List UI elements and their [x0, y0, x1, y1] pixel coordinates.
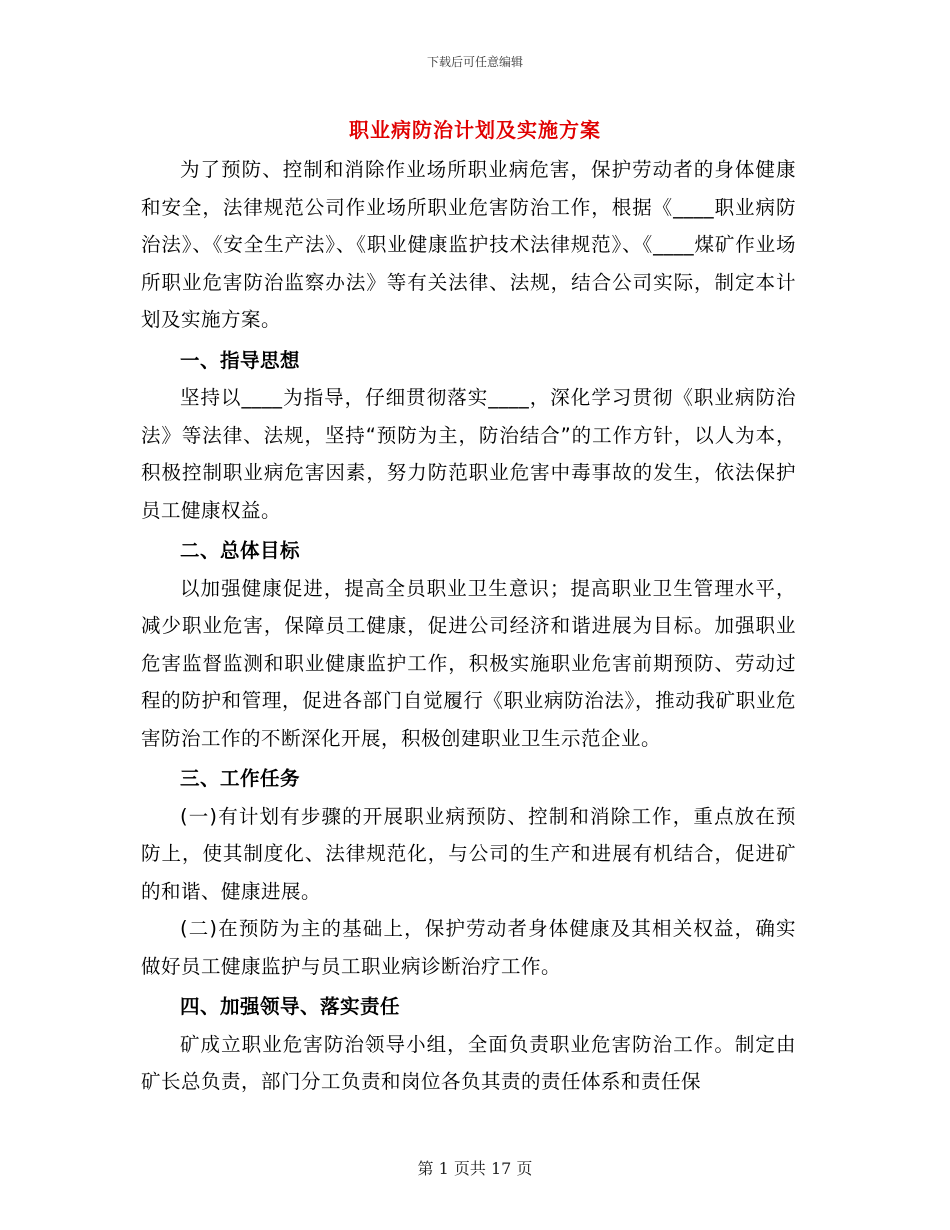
section-heading-leadership: 四、加强领导、落实责任: [180, 995, 401, 1018]
section-paragraph: (二)在预防为主的基础上，保护劳动者身体健康及其相关权益，确实做好员工健康监护与员工职业病诊断治疗工作。: [141, 917, 796, 978]
section-heading-work-tasks: 三、工作任务: [180, 767, 301, 790]
section-paragraph: 以加强健康促进，提高全员职业卫生意识；提高职业卫生管理水平，减少职业危害，保障员工健康，促进公司经济和谐进展为目标。加强职业危害监督监测和职业健康监护工作，积极实施职业危害前期预防、劳动过程的防护和管理，促进各部门自觉履行《职业病防治法》，推动我矿职业危害防治工作的不断深化开展，积极创建职业卫生示范企业。: [141, 576, 796, 750]
document-body: [141, 151, 796, 1101]
section-paragraph: 坚持以____为指导，仔细贯彻落实____，深化学习贯彻《职业病防治法》等法律、法规，坚持“预防为主，防治结合”的工作方针，以人为本，积极控制职业病危害因素，努力防范职业危害中毒事故的发生，依法保护员工健康权益。: [141, 386, 796, 522]
section-heading-guiding-ideology: 一、指导思想: [180, 348, 301, 372]
section-paragraph: 矿成立职业危害防治领导小组，全面负责职业危害防治工作。制定由矿长总负责，部门分工负责和岗位各负其责的责任体系和责任保: [141, 1032, 796, 1093]
page-number-footer: 第 1 页共 17 页: [417, 1159, 533, 1178]
document-title: 职业病防治计划及实施方案: [349, 118, 601, 142]
section-paragraph: (一)有计划有步骤的开展职业病预防、控制和消除工作，重点放在预防上，使其制度化、法律规范化，与公司的生产和进展有机结合，促进矿的和谐、健康进展。: [141, 804, 796, 903]
intro-paragraph: 为了预防、控制和消除作业场所职业病危害，保护劳动者的身体健康和安全，法律规范公司作业场所职业危害防治工作，根据《____职业病防治法》、《安全生产法》、《职业健康监护技术法律规范》、《____煤矿作业场所职业危害防治监察办法》等有关法律、法规，结合公司实际，制定本计划及实施方案。: [141, 158, 796, 331]
page-header: 下载后可任意编辑: [426, 55, 523, 69]
section-heading-overall-goal: 二、总体目标: [180, 539, 301, 562]
